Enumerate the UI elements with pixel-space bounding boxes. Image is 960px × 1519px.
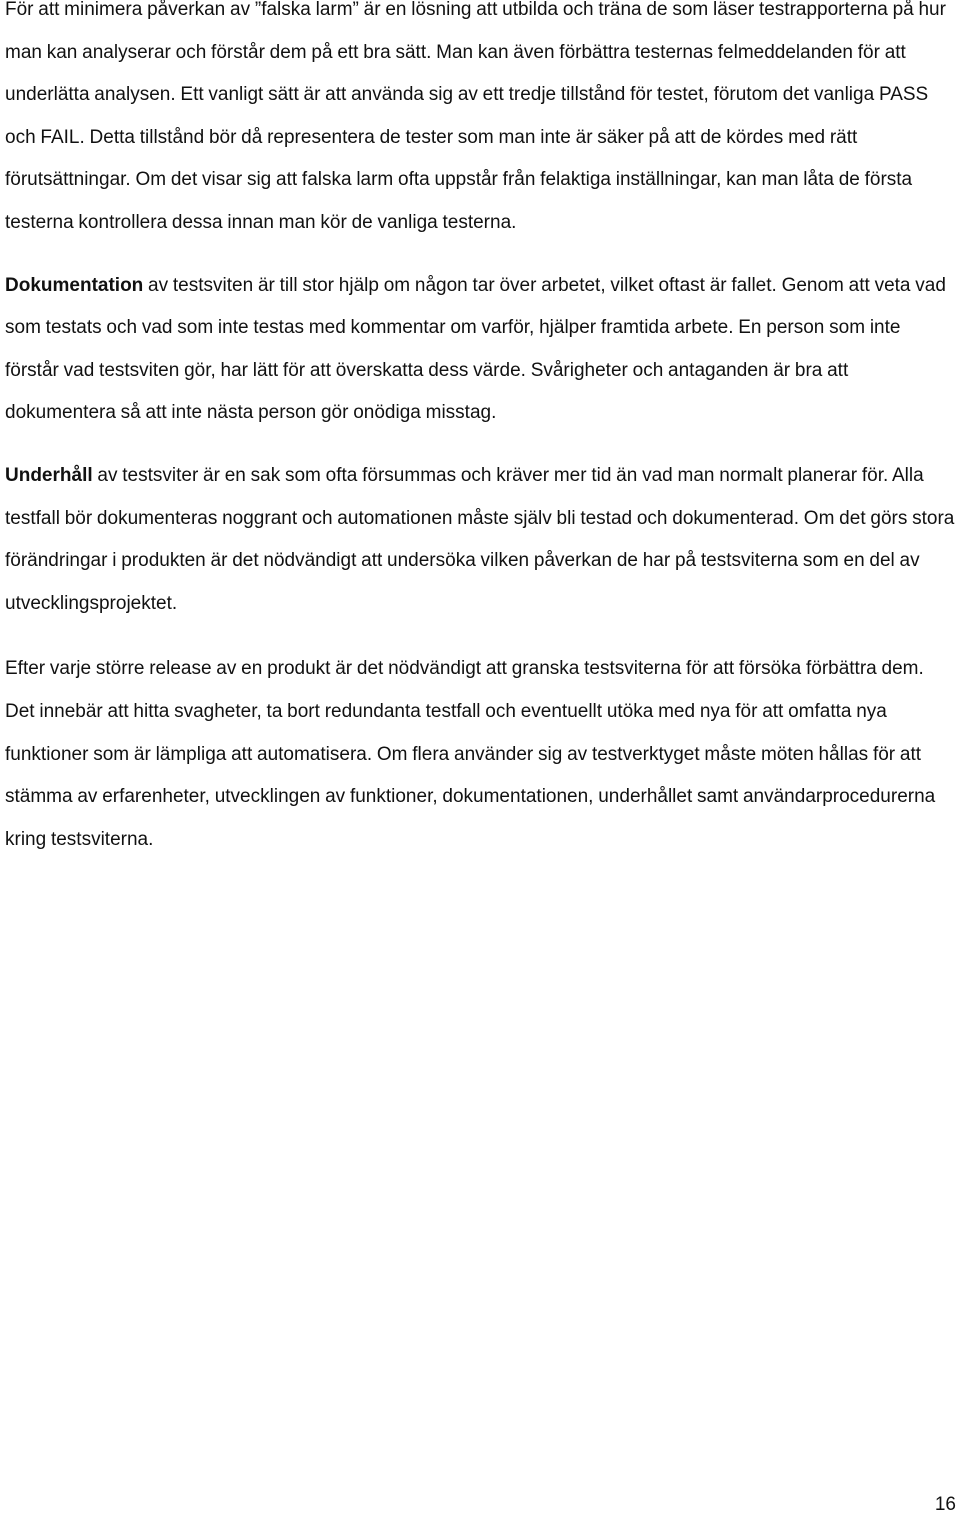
page-number: 16 [934, 1494, 956, 1515]
paragraph-lead-term: Underhåll [5, 464, 93, 486]
paragraph-lead-term: Dokumentation [5, 274, 144, 296]
paragraph-maintenance [5, 455, 957, 625]
paragraph-false-alarms [5, 0, 957, 245]
paragraph-text: av testsviter är en sak som ofta försummas och kräver mer tid än vad man normalt planerar för. Alla testfall bör dokumenteras noggrant och automationen måste själv bli testad och dokumenterad. Om det görs stora förändringar i produkten är det nödvändigt att undersöka vilken påverkan de har på testsviterna som en del av utvecklingsprojektet. [5, 464, 955, 614]
paragraph-text: Efter varje större release av en produkt är det nödvändigt att granska testsviterna för att försöka förbättra dem. Det innebär att hitta svagheter, ta bort redundanta testfall och eventuellt utöka med nya för att omfatta nya funktioner som är lämpliga att automatisera. Om flera använder sig av testverktyget måste möten hållas för att stämma av erfarenheter, utvecklingen av funktioner, dokumentationen, underhållet samt användarprocedurerna kring testsviterna. [5, 658, 936, 850]
paragraph-review [5, 648, 957, 861]
paragraph-text: För att minimera påverkan av ”falska larm” är en lösning att utbilda och träna de som läser testrapporterna på hur man kan analyserar och förstår dem på ett bra sätt. Man kan även förbättra testernas felmeddelanden för att underlätta analysen. Ett vanligt sätt är att använda sig av ett tredje tillstånd för testet, förutom det vanliga PASS och FAIL. Detta tillstånd bör då representera de tester som man inte är säker på att de kördes med rätt förutsättningar. Om det visar sig att falska larm ofta uppstår från felaktiga inställningar, kan man låta de första testerna kontrollera dessa innan man kör de vanliga testerna. [5, 0, 946, 233]
document-page [5, 0, 957, 861]
paragraph-documentation [5, 265, 957, 435]
paragraph-text: av testsviten är till stor hjälp om någon tar över arbetet, vilket oftast är fallet. Genom att veta vad som testats och vad som inte testas med kommentar om varför, hjälper framtida arbete. En person som inte förstår vad testsviten gör, har lätt för att överskatta dess värde. Svårigheter och antaganden är bra att dokumentera så att inte nästa person gör onödiga misstag. [5, 274, 946, 424]
